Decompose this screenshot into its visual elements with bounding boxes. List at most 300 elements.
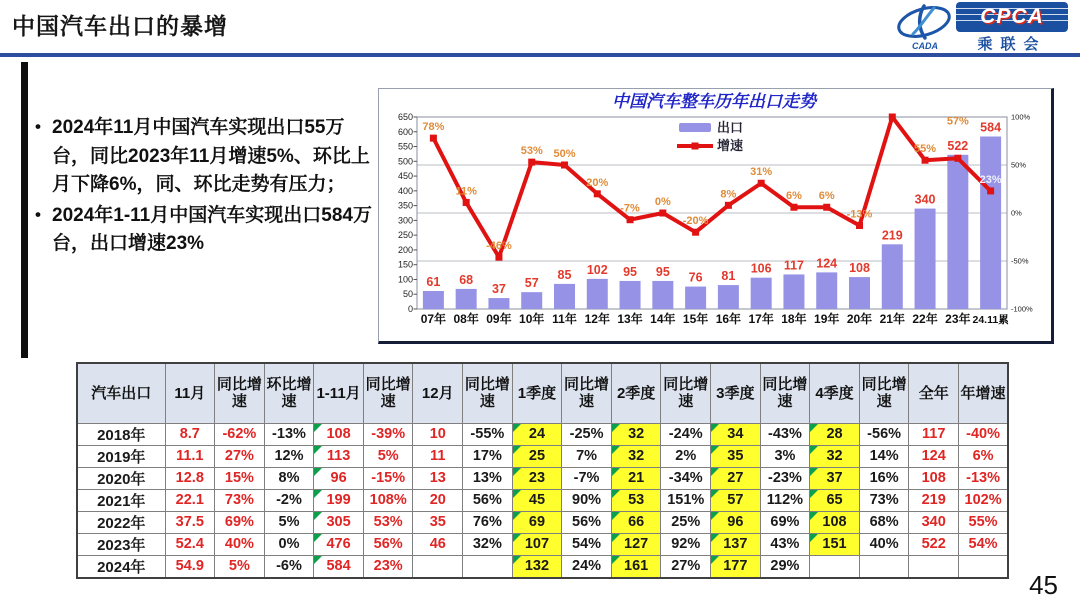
x-tick-label: 08年 (453, 312, 479, 326)
column-header: 12月 (413, 363, 463, 423)
growth-value-label: 50% (553, 148, 576, 160)
growth-value-label: 55% (914, 143, 937, 156)
table-cell: 340 (909, 511, 959, 533)
table-cell: 25% (661, 511, 711, 533)
table-cell: 13 (413, 467, 463, 489)
y-left-tick-label: 550 (397, 141, 413, 152)
growth-value-label: 8% (720, 188, 737, 201)
table-cell: -13% (959, 467, 1009, 489)
table-cell: 108% (363, 489, 413, 511)
row-year-cell: 2022年 (77, 511, 165, 533)
table-cell: 92% (661, 533, 711, 555)
growth-value-label: 11% (455, 185, 477, 198)
table-cell: 34 (711, 423, 761, 445)
table-cell: 55% (959, 511, 1009, 533)
column-header: 同比增速 (760, 363, 810, 423)
table-cell: 52.4 (165, 533, 215, 555)
growth-marker (987, 187, 994, 194)
legend-label: 增速 (717, 138, 744, 153)
bar-value-label: 95 (655, 264, 670, 279)
cell-note-triangle (314, 512, 322, 520)
growth-value-label: -13% (846, 208, 873, 221)
table-cell: 73% (215, 489, 265, 511)
export-bar (915, 209, 936, 309)
bar-value-label: 95 (623, 264, 638, 279)
y-right-tick-label: 100% (1011, 112, 1031, 122)
table-cell (959, 555, 1009, 578)
table-cell: 3% (760, 445, 810, 467)
x-tick-label: 16年 (715, 312, 742, 326)
table-cell: 15% (215, 467, 265, 489)
export-bar (849, 277, 870, 309)
cpca-text: CPCA (980, 5, 1044, 28)
export-table (76, 362, 1009, 579)
table-cell (413, 555, 463, 578)
export-bar (882, 244, 903, 309)
export-bar (488, 298, 509, 309)
bar-value-label: 61 (426, 274, 441, 289)
table-cell: -34% (661, 467, 711, 489)
table-cell: 16% (859, 467, 909, 489)
growth-value-label: 0% (654, 196, 671, 208)
table-cell: 53% (363, 511, 413, 533)
column-header: 同比增速 (463, 363, 513, 423)
column-header: 同比增速 (661, 363, 711, 423)
growth-marker (856, 222, 863, 229)
table-cell: 66 (611, 511, 661, 533)
export-bar (816, 272, 837, 309)
growth-marker (823, 204, 830, 211)
table-row (77, 445, 1008, 467)
y-left-tick-label: 150 (397, 259, 413, 270)
table-cell: -24% (661, 423, 711, 445)
column-header: 4季度 (810, 363, 860, 423)
table-cell: 8% (264, 467, 314, 489)
bullet-list (30, 114, 380, 261)
growth-value-label: 78% (422, 121, 445, 134)
growth-line-series (430, 114, 994, 261)
cell-note-triangle (513, 534, 521, 542)
cell-note-triangle (612, 556, 620, 564)
export-bar (685, 287, 706, 309)
column-header: 1季度 (512, 363, 562, 423)
y-left-tick-label: 200 (397, 244, 413, 255)
bar-value-label: 68 (459, 272, 474, 287)
cell-note-triangle (513, 468, 521, 476)
cell-note-triangle (612, 424, 620, 432)
y-left-tick-label: 600 (397, 126, 413, 137)
column-header: 同比增速 (562, 363, 612, 423)
x-tick-label: 15年 (682, 312, 709, 326)
x-tick-label: 18年 (781, 312, 807, 326)
table-cell: 21 (611, 467, 661, 489)
table-cell: 56% (363, 533, 413, 555)
table-cell: 76% (463, 511, 513, 533)
table-cell: 65 (810, 489, 860, 511)
export-bar (718, 285, 739, 309)
table-cell: 24 (512, 423, 562, 445)
cell-note-triangle (314, 556, 322, 564)
x-tick-label: 13年 (617, 312, 643, 326)
table-cell: 6% (959, 445, 1009, 467)
table-cell: 14% (859, 445, 909, 467)
column-header: 年增速 (959, 363, 1009, 423)
column-header: 汽车出口 (77, 363, 165, 423)
y-left-tick-label: 100 (397, 274, 413, 285)
title-divider (0, 53, 1080, 57)
y-right-tick-label: -100% (1011, 304, 1033, 314)
table-cell: 11.1 (165, 445, 215, 467)
table-cell: 199 (314, 489, 364, 511)
table-cell: 54.9 (165, 555, 215, 578)
legend-line-marker (692, 143, 699, 150)
table-cell: 54% (562, 533, 612, 555)
table-cell: -25% (562, 423, 612, 445)
cpca-emblem-icon (894, 2, 956, 52)
table-cell: 27 (711, 467, 761, 489)
cell-note-triangle (810, 490, 818, 498)
export-bar (554, 284, 575, 309)
growth-value-label: -46% (486, 240, 512, 253)
export-bar (751, 278, 772, 309)
bar-value-label: 219 (881, 228, 903, 243)
cell-note-triangle (513, 490, 521, 498)
export-bar (620, 281, 641, 309)
table-cell: 219 (909, 489, 959, 511)
cell-note-triangle (810, 424, 818, 432)
emblem-caption: CADA (912, 41, 938, 51)
cell-note-triangle (711, 468, 719, 476)
table-cell: 0% (264, 533, 314, 555)
column-header: 全年 (909, 363, 959, 423)
cpca-wordmark (956, 2, 1068, 54)
table-cell: 117 (909, 423, 959, 445)
column-header: 2季度 (611, 363, 661, 423)
cell-note-triangle (711, 556, 719, 564)
column-header: 同比增速 (363, 363, 413, 423)
table-cell (909, 555, 959, 578)
table-cell: 37 (810, 467, 860, 489)
x-tick-label: 10年 (519, 312, 545, 326)
table-cell: 5% (264, 511, 314, 533)
export-bar (652, 281, 673, 309)
growth-value-label: 31% (750, 166, 773, 179)
legend-label: 出口 (717, 120, 744, 135)
table-cell: 90% (562, 489, 612, 511)
table-cell: 27% (215, 445, 265, 467)
table-cell: 32 (611, 445, 661, 467)
column-header: 11月 (165, 363, 215, 423)
table-cell: 20 (413, 489, 463, 511)
table-cell: 56% (562, 511, 612, 533)
table-cell: 12.8 (165, 467, 215, 489)
table-cell: 10 (413, 423, 463, 445)
table-cell: -43% (760, 423, 810, 445)
table-cell: 22.1 (165, 489, 215, 511)
y-left-tick-label: 350 (397, 200, 413, 211)
cell-note-triangle (513, 556, 521, 564)
table-cell: -7% (562, 467, 612, 489)
column-header: 3季度 (711, 363, 761, 423)
bar-value-label: 522 (947, 138, 969, 153)
page-number: 45 (1029, 570, 1058, 600)
cell-note-triangle (711, 424, 719, 432)
column-header: 同比增速 (859, 363, 909, 423)
table-row (77, 555, 1008, 578)
growth-marker (594, 190, 601, 197)
y-right-tick-label: 50% (1011, 160, 1027, 170)
table-cell: 23% (363, 555, 413, 578)
table-row (77, 489, 1008, 511)
cell-note-triangle (513, 446, 521, 454)
table-cell (463, 555, 513, 578)
table-cell: 108 (909, 467, 959, 489)
table-cell: 35 (413, 511, 463, 533)
growth-value-label: 20% (586, 176, 609, 189)
table-cell: 37.5 (165, 511, 215, 533)
export-bar (521, 292, 542, 309)
left-accent-bar (21, 62, 28, 358)
table-cell: 24% (562, 555, 612, 578)
table-cell: 112% (760, 489, 810, 511)
growth-marker (495, 254, 502, 261)
cell-note-triangle (612, 490, 620, 498)
x-tick-label: 07年 (420, 312, 447, 326)
table-cell: 11 (413, 445, 463, 467)
cell-note-triangle (711, 490, 719, 498)
table-cell: 102% (959, 489, 1009, 511)
table-cell: 13% (463, 467, 513, 489)
table-cell: 32% (463, 533, 513, 555)
export-bar (423, 291, 444, 309)
table-row (77, 533, 1008, 555)
bar-value-label: 37 (491, 282, 506, 297)
table-cell: 177 (711, 555, 761, 578)
y-left-tick-label: 650 (397, 112, 413, 122)
y-left-tick-label: 500 (397, 156, 413, 167)
x-tick-label: 20年 (846, 312, 873, 326)
row-year-cell: 2018年 (77, 423, 165, 445)
cell-note-triangle (612, 534, 620, 542)
row-year-cell: 2024年 (77, 555, 165, 578)
table-cell: 40% (215, 533, 265, 555)
cell-note-triangle (810, 468, 818, 476)
growth-value-label: 6% (818, 190, 835, 203)
column-header: 同比增速 (215, 363, 265, 423)
cpca-subtext: 乘联会 (977, 36, 1047, 53)
x-tick-label: 24.11累 (972, 314, 1009, 326)
x-tick-label: 12年 (584, 312, 610, 326)
cpca-wordmark-box (956, 2, 1068, 32)
table-cell: 23 (512, 467, 562, 489)
table-cell: 12% (264, 445, 314, 467)
export-bar (587, 279, 608, 309)
cell-note-triangle (810, 446, 818, 454)
table-cell: -39% (363, 423, 413, 445)
bar-value-label: 108 (849, 261, 870, 276)
row-year-cell: 2023年 (77, 533, 165, 555)
bullet-item: • 2024年11月中国汽车实现出口55万台，同比2023年11月增速5%、环比上月下降6%，同、环比走势有压力； (30, 114, 380, 200)
table-cell: 53 (611, 489, 661, 511)
table-cell: 5% (363, 445, 413, 467)
table-cell: 69% (215, 511, 265, 533)
bar-value-label: 106 (750, 261, 772, 276)
table-cell: 57 (711, 489, 761, 511)
cell-note-triangle (810, 512, 818, 520)
cell-note-triangle (711, 512, 719, 520)
y-right-tick-label: -50% (1011, 256, 1029, 266)
growth-marker (528, 159, 535, 166)
growth-value-label: 6% (785, 190, 802, 203)
table-cell: 25 (512, 445, 562, 467)
growth-marker (758, 180, 765, 187)
table-cell: 32 (611, 423, 661, 445)
table-row (77, 423, 1008, 445)
x-tick-label: 23年 (945, 312, 971, 326)
table-cell: 35 (711, 445, 761, 467)
table-cell: 151% (661, 489, 711, 511)
growth-value-label: 57% (946, 115, 969, 128)
table-cell: 56% (463, 489, 513, 511)
table-cell: 54% (959, 533, 1009, 555)
table-cell: -15% (363, 467, 413, 489)
bar-value-label: 76 (688, 270, 703, 285)
cell-note-triangle (513, 512, 521, 520)
growth-marker (725, 202, 732, 209)
y-left-tick-label: 0 (407, 304, 413, 314)
growth-value-label: -7% (620, 202, 640, 215)
cell-note-triangle (612, 512, 620, 520)
cell-note-triangle (612, 468, 620, 476)
table-cell: 29% (760, 555, 810, 578)
table-cell: 2% (661, 445, 711, 467)
cell-note-triangle (314, 468, 322, 476)
x-tick-label: 09年 (486, 312, 512, 326)
table-cell: 522 (909, 533, 959, 555)
growth-marker (430, 135, 437, 142)
table-cell: -56% (859, 423, 909, 445)
table-cell: 96 (314, 467, 364, 489)
table-cell: 69% (760, 511, 810, 533)
bar-value-label: 57 (524, 276, 539, 291)
table-cell: -2% (264, 489, 314, 511)
table-cell: -40% (959, 423, 1009, 445)
table-cell: 161 (611, 555, 661, 578)
table-cell: 43% (760, 533, 810, 555)
table-cell: -62% (215, 423, 265, 445)
growth-marker (627, 216, 634, 223)
table-cell: 127 (611, 533, 661, 555)
growth-marker (463, 199, 470, 206)
export-bar (980, 136, 1001, 309)
bar-value-label: 124 (816, 256, 838, 271)
table-cell: -55% (463, 423, 513, 445)
y-left-tick-label: 300 (397, 215, 413, 226)
table-cell: 27% (661, 555, 711, 578)
cell-note-triangle (612, 446, 620, 454)
table-cell: 40% (859, 533, 909, 555)
table-cell: 132 (512, 555, 562, 578)
y-left-tick-label: 450 (397, 171, 413, 182)
row-year-cell: 2020年 (77, 467, 165, 489)
x-tick-label: 11年 (552, 312, 577, 326)
export-bar (783, 274, 804, 309)
table-row (77, 511, 1008, 533)
growth-marker (561, 162, 568, 169)
x-tick-label: 17年 (748, 312, 774, 326)
column-header: 1-11月 (314, 363, 364, 423)
table-cell: 45 (512, 489, 562, 511)
table-cell: 124 (909, 445, 959, 467)
table-cell: 476 (314, 533, 364, 555)
x-tick-label: 19年 (814, 312, 840, 326)
x-tick-label: 22年 (912, 312, 938, 326)
table-cell: 96 (711, 511, 761, 533)
cell-note-triangle (314, 446, 322, 454)
table-cell: 69 (512, 511, 562, 533)
row-year-cell: 2021年 (77, 489, 165, 511)
y-left-tick-label: 50 (402, 289, 413, 300)
legend-bar-swatch (679, 123, 711, 132)
table-cell: 151 (810, 533, 860, 555)
column-header: 环比增速 (264, 363, 314, 423)
chart-title: 中国汽车整车历年出口走势 (612, 92, 816, 111)
cpca-logo (894, 2, 1074, 54)
cell-note-triangle (810, 534, 818, 542)
table-cell: 108 (810, 511, 860, 533)
y-right-tick-label: 0% (1011, 208, 1022, 218)
table-header (77, 363, 1008, 423)
table-cell: 137 (711, 533, 761, 555)
cell-note-triangle (314, 490, 322, 498)
growth-line (433, 117, 990, 257)
table-cell: 107 (512, 533, 562, 555)
growth-marker (954, 155, 961, 162)
table-cell: 46 (413, 533, 463, 555)
table-cell: 28 (810, 423, 860, 445)
table-cell: 32 (810, 445, 860, 467)
growth-marker (922, 157, 929, 164)
export-bar (947, 155, 968, 309)
bullet-item: • 2024年1-11月中国汽车实现出口584万台，出口增速23% (30, 202, 380, 259)
table-cell: 73% (859, 489, 909, 511)
table-cell (810, 555, 860, 578)
bar-value-label: 102 (586, 262, 608, 277)
growth-marker (889, 114, 896, 121)
table-cell: 113 (314, 445, 364, 467)
table-cell: 305 (314, 511, 364, 533)
growth-marker (790, 204, 797, 211)
growth-value-label: 23% (979, 173, 1002, 186)
cell-note-triangle (314, 424, 322, 432)
row-year-cell: 2019年 (77, 445, 165, 467)
growth-marker (659, 210, 666, 217)
export-trend-chart (378, 88, 1054, 344)
bar-value-label: 81 (721, 269, 736, 284)
table-cell: 5% (215, 555, 265, 578)
table-row (77, 467, 1008, 489)
table-cell: 584 (314, 555, 364, 578)
cell-note-triangle (711, 446, 719, 454)
page-title: 中国汽车出口的暴增 (12, 13, 228, 39)
y-left-tick-label: 400 (397, 185, 413, 196)
export-bar (456, 289, 477, 309)
cell-note-triangle (314, 534, 322, 542)
table-cell: -6% (264, 555, 314, 578)
growth-value-label: -20% (682, 215, 709, 228)
table-cell: 8.7 (165, 423, 215, 445)
x-tick-label: 14年 (650, 312, 676, 326)
